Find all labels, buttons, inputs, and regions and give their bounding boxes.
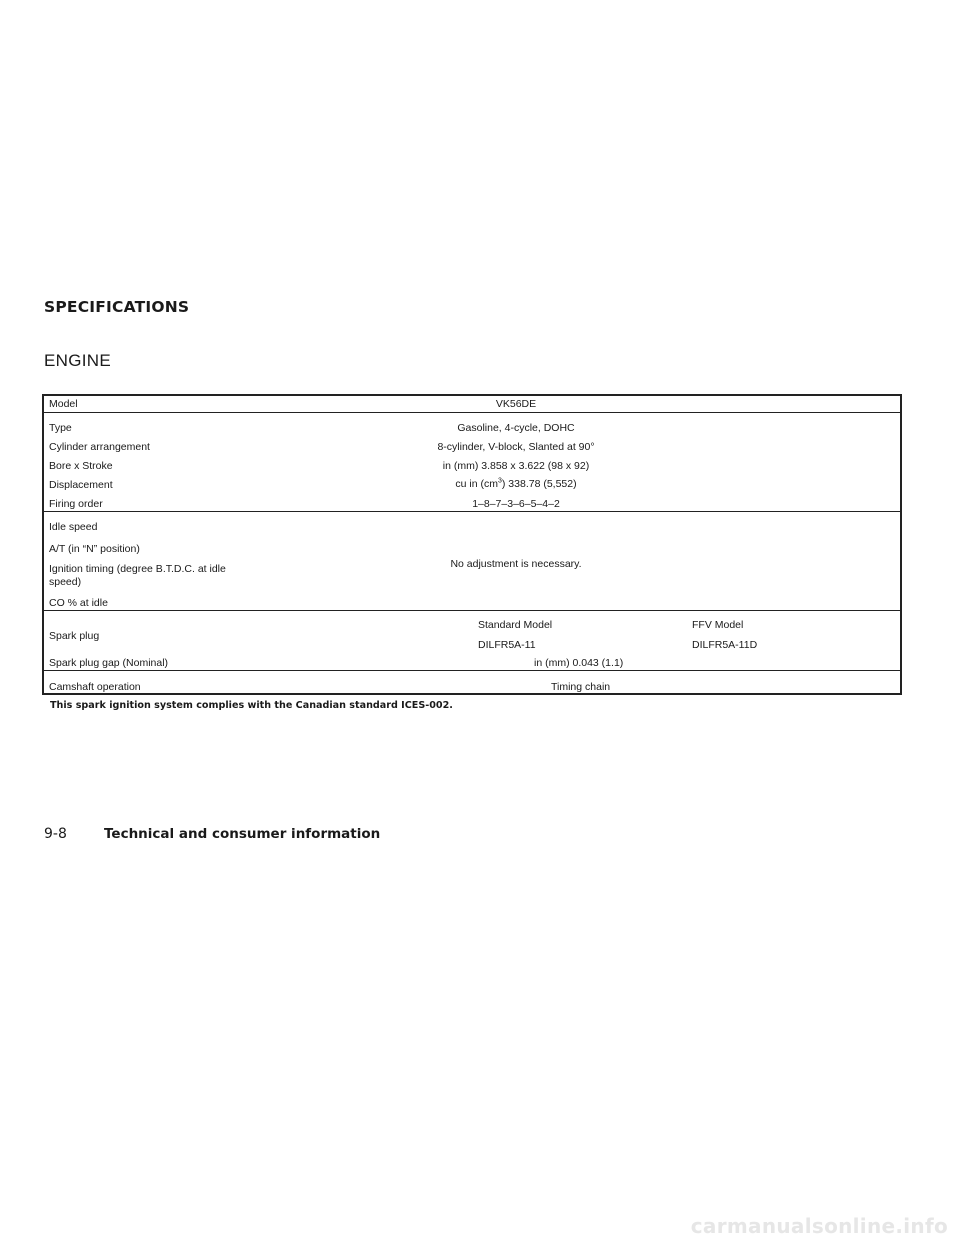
- displacement-prefix: cu in (cm: [455, 478, 498, 490]
- firing-order-value: 1–8–7–3–6–5–4–2: [472, 498, 560, 510]
- ignition-timing-label-line2: speed): [49, 576, 82, 588]
- firing-order-label: Firing order: [49, 498, 103, 510]
- spark-plug-label: Spark plug: [49, 630, 100, 642]
- displacement-label: Displacement: [49, 479, 113, 491]
- displacement-value: [276, 478, 756, 491]
- ffv-model-header: FFV Model: [692, 619, 744, 631]
- table-divider: [44, 670, 900, 671]
- model-label: Model: [49, 398, 78, 410]
- subsection-title: ENGINE: [44, 351, 111, 370]
- table-divider: [44, 610, 900, 611]
- plug-gap-value: in (mm) 0.043 (1.1): [534, 657, 624, 669]
- cylinder-label: Cylinder arrangement: [49, 441, 150, 453]
- at-position-label: A/T (in “N” position): [49, 543, 140, 555]
- table-divider: [44, 412, 900, 413]
- page-number: 9-8: [44, 826, 67, 842]
- displacement-superscript: 3: [497, 477, 502, 485]
- standard-model-header: Standard Model: [478, 619, 553, 631]
- ffv-model-value: DILFR5A-11D: [692, 639, 758, 651]
- model-value: VK56DE: [495, 398, 537, 410]
- engine-spec-table: [42, 394, 902, 695]
- section-title: SPECIFICATIONS: [44, 298, 190, 316]
- idle-speed-label: Idle speed: [49, 521, 98, 533]
- no-adjustment-value: No adjustment is necessary.: [450, 558, 582, 570]
- type-label: Type: [49, 422, 72, 434]
- watermark-text: carmanualsonline.info: [690, 1214, 948, 1238]
- standard-model-value: DILFR5A-11: [478, 639, 536, 651]
- compliance-note: This spark ignition system complies with the Canadian standard ICES-002.: [50, 700, 453, 711]
- camshaft-value: Timing chain: [551, 681, 611, 693]
- camshaft-label: Camshaft operation: [49, 681, 141, 693]
- chapter-title: Technical and consumer information: [104, 826, 381, 842]
- bore-stroke-value: in (mm) 3.858 x 3.622 (98 x 92): [442, 460, 590, 472]
- co-idle-label: CO % at idle: [49, 597, 108, 609]
- table-divider: [44, 511, 900, 512]
- bore-stroke-label: Bore x Stroke: [49, 460, 113, 472]
- displacement-suffix: ) 338.78 (5,552): [501, 478, 577, 490]
- cylinder-value: 8-cylinder, V-block, Slanted at 90°: [437, 441, 595, 453]
- type-value: Gasoline, 4-cycle, DOHC: [457, 422, 575, 434]
- plug-gap-label: Spark plug gap (Nominal): [49, 657, 169, 669]
- ignition-timing-label-line1: Ignition timing (degree B.T.D.C. at idle: [49, 563, 226, 575]
